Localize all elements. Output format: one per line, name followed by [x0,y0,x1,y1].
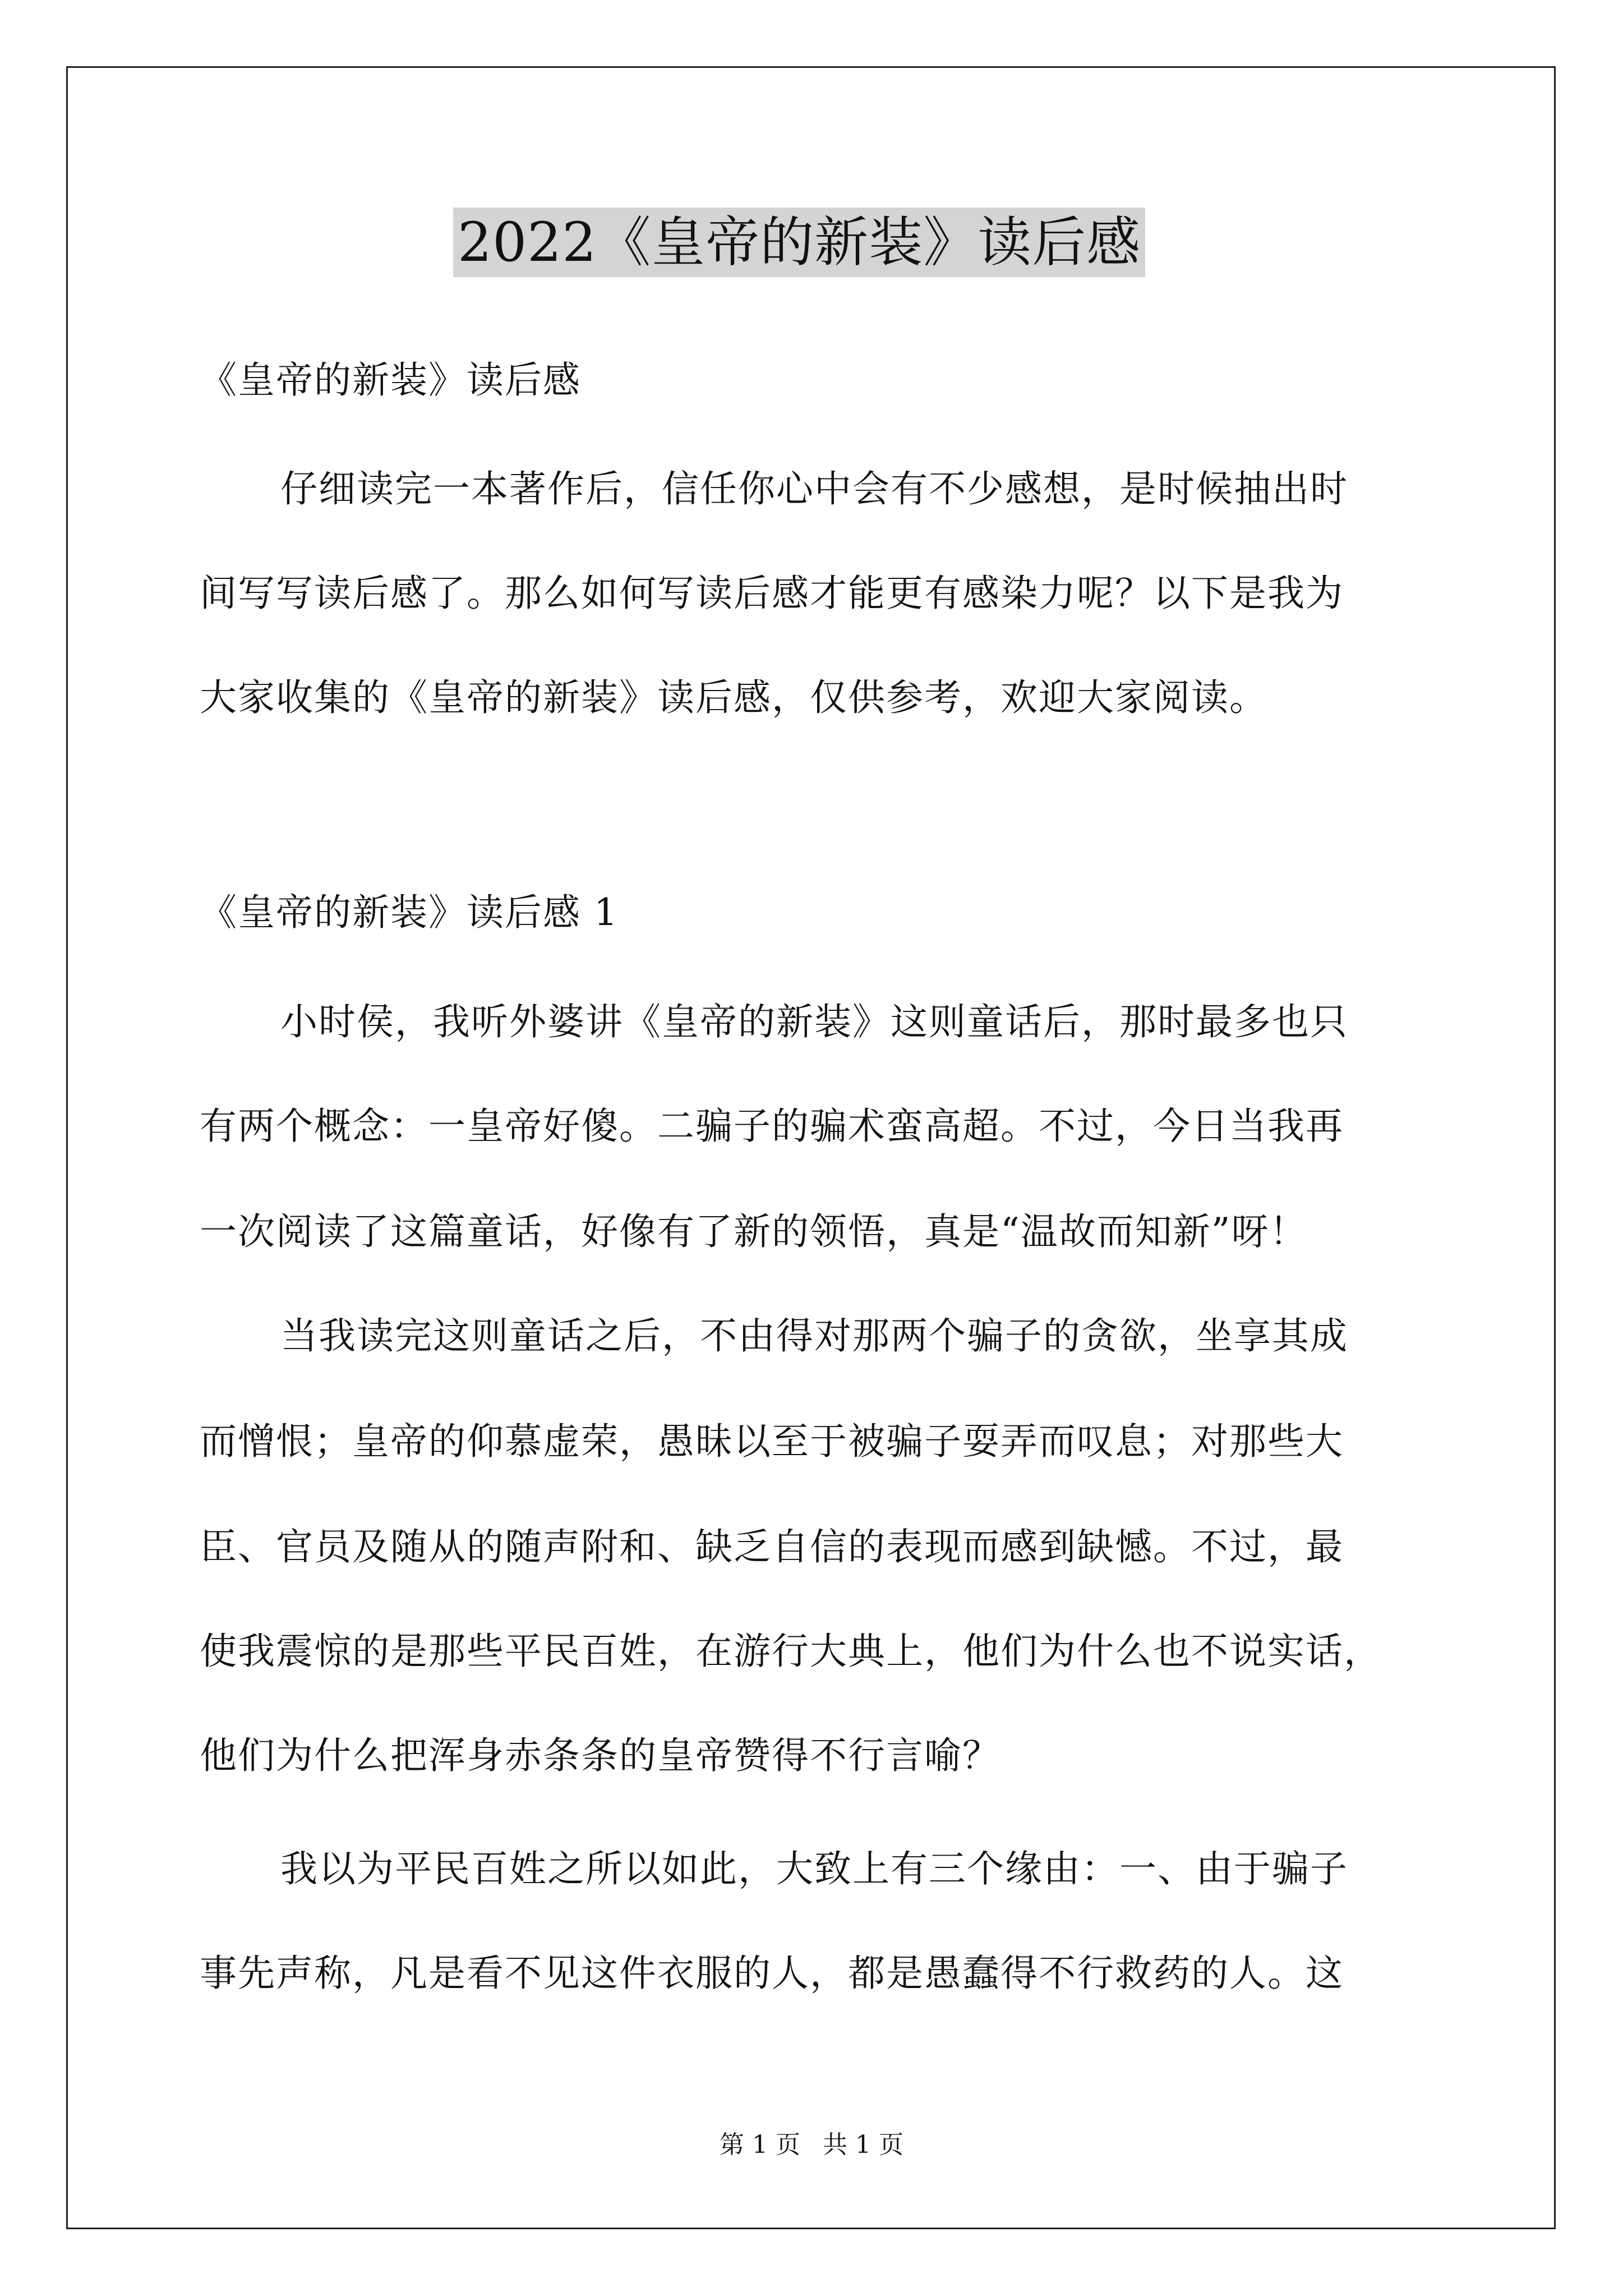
para1-line-1: 小时侯，我听外婆讲《皇帝的新装》这则童话后，那时最多也只 [280,1000,1348,1043]
document-title: 2022《皇帝的新装》读后感 [453,208,1145,277]
para2-line-5: 他们为什么把浑身赤条条的皇帝赞得不行言喻？ [200,1734,1000,1777]
intro-line-2: 间写写读后感了。那么如何写读后感才能更有感染力呢？以下是我为 [200,572,1344,615]
para1-line-2: 有两个概念：一皇帝好傻。二骗子的骗术蛮高超。不过，今日当我再 [200,1105,1344,1148]
page-footer [0,2129,1623,2161]
para2-line-1: 当我读完这则童话之后，不由得对那两个骗子的贪欲，坐享其成 [280,1314,1348,1358]
para3-line-2: 事先声称，凡是看不见这件衣服的人，都是愚蠢得不行救药的人。这 [200,1952,1344,1995]
intro-line-3: 大家收集的《皇帝的新装》读后感，仅供参考，欢迎大家阅读。 [200,676,1267,719]
para2-line-2: 而憎恨；皇帝的仰慕虚荣，愚昧以至于被骗子耍弄而叹息；对那些大 [200,1420,1344,1463]
intro-line-1: 仔细读完一本著作后，信任你心中会有不少感想，是时候抽出时 [280,467,1348,510]
page-total: 共 1 页 [823,2131,903,2159]
page-number: 第 1 页 [720,2131,800,2159]
section-heading: 《皇帝的新装》读后感 1 [200,891,619,934]
para2-line-4: 使我震惊的是那些平民百姓，在游行大典上，他们为什么也不说实话， [200,1630,1382,1673]
para3-line-1: 我以为平民百姓之所以如此，大致上有三个缘由：一、由于骗子 [280,1847,1348,1890]
document-subtitle: 《皇帝的新装》读后感 [200,358,581,402]
para2-line-3: 臣、官员及随从的随声附和、缺乏自信的表现而感到缺憾。不过，最 [200,1525,1344,1568]
para1-line-3: 一次阅读了这篇童话，好像有了新的领悟，真是“温故而知新”呀！ [200,1210,1308,1253]
